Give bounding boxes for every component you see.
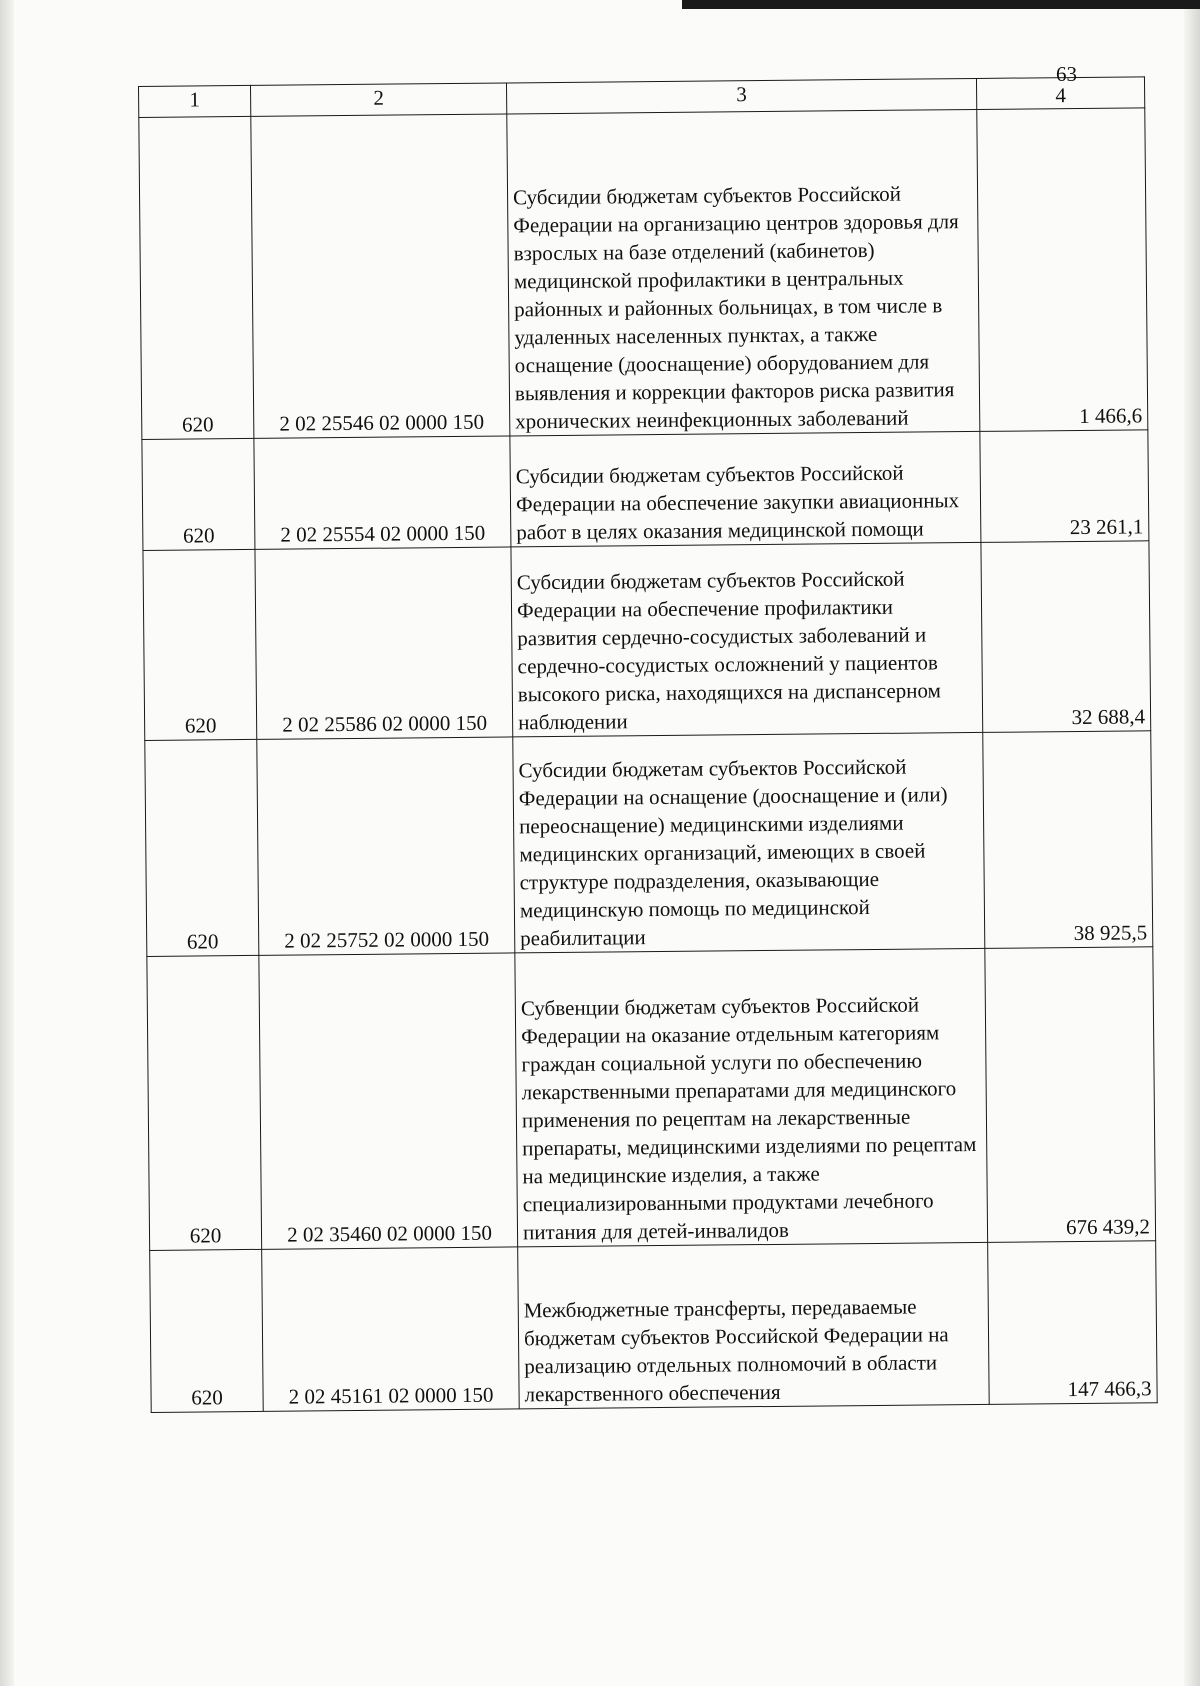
table-row — [142, 430, 1149, 551]
grbs-code-cell: 620 — [139, 116, 254, 439]
income-code-cell: 2 02 35460 02 0000 150 — [259, 953, 518, 1249]
column-header-4: 4 — [976, 77, 1144, 110]
page-number: 63 — [1056, 62, 1077, 86]
income-code-cell: 2 02 25546 02 0000 150 — [251, 114, 510, 438]
amount-cell: 676 439,2 — [985, 947, 1156, 1243]
income-code-cell: 2 02 25752 02 0000 150 — [257, 737, 515, 955]
income-code-cell: 2 02 25586 02 0000 150 — [255, 547, 513, 739]
grbs-code-cell: 620 — [150, 1249, 264, 1412]
amount-cell: 1 466,6 — [977, 108, 1148, 432]
income-name-cell: Субсидии бюджетам субъектов Российской Федерации на оснащение (дооснащение и (или) переоснащение) медицинскими изделиями медицинских организаций, имеющих в своей структуре подразделения, оказывающие медицинскую помощь по медицинской реабилитации — [513, 732, 985, 953]
column-header-1: 1 — [139, 85, 251, 117]
budget-table — [138, 76, 1158, 1413]
column-header-2: 2 — [250, 83, 506, 116]
table-row — [147, 947, 1156, 1251]
table-row — [139, 108, 1148, 440]
column-header-3: 3 — [506, 78, 976, 114]
income-name-cell: Субсидии бюджетам субъектов Российской Федерации на обеспечение профилактики развития сердечно-сосудистых заболеваний и сердечно-сосудистых осложнений у пациентов высокого риска, находящихся на диспансерном наблюдении — [511, 542, 983, 737]
scan-top-bar — [682, 0, 1200, 9]
amount-cell: 23 261,1 — [980, 430, 1149, 543]
amount-cell: 38 925,5 — [983, 731, 1153, 949]
table-row — [145, 731, 1153, 957]
scan-edge-left — [0, 0, 14, 1686]
grbs-code-cell: 620 — [147, 955, 262, 1250]
scan-edge-right — [1184, 0, 1200, 1686]
income-name-cell: Субсидии бюджетам субъектов Российской Федерации на организацию центров здоровья для взрослых на базе отделений (кабинетов) медицинской профилактики в центральных районных и районных больницах, в том числе в удаленных населенных пунктах, а также оснащение (дооснащение) оборудованием для выявления и коррекции факторов риска развития хронических неинфекционных заболеваний — [507, 109, 980, 435]
grbs-code-cell: 620 — [143, 549, 257, 740]
table-row — [143, 541, 1151, 741]
amount-cell: 147 466,3 — [988, 1241, 1158, 1405]
amount-cell: 32 688,4 — [981, 541, 1151, 733]
income-name-cell: Субсидии бюджетам субъектов Российской Федерации на обеспечение закупки авиационных работ в целях оказания медицинской помощи — [510, 431, 981, 547]
income-code-cell: 2 02 25554 02 0000 150 — [254, 436, 511, 549]
income-name-cell: Межбюджетные трансферты, передаваемые бюджетам субъектов Российской Федерации на реализацию отдельных полномочий в области лекарственного обеспечения — [518, 1242, 990, 1409]
table-row — [150, 1241, 1158, 1413]
income-code-cell: 2 02 45161 02 0000 150 — [262, 1247, 520, 1411]
grbs-code-cell: 620 — [145, 739, 259, 956]
grbs-code-cell: 620 — [142, 438, 255, 550]
income-name-cell: Субвенции бюджетам субъектов Российской Федерации на оказание отдельным категориям граждан социальной услуги по обеспечению лекарственными препаратами для медицинского применения по рецептам на лекарственные препараты, медицинскими изделиями по рецептам на медицинские изделия, а также специализированными продуктами лечебного питания для детей-инвалидов — [515, 948, 988, 1246]
